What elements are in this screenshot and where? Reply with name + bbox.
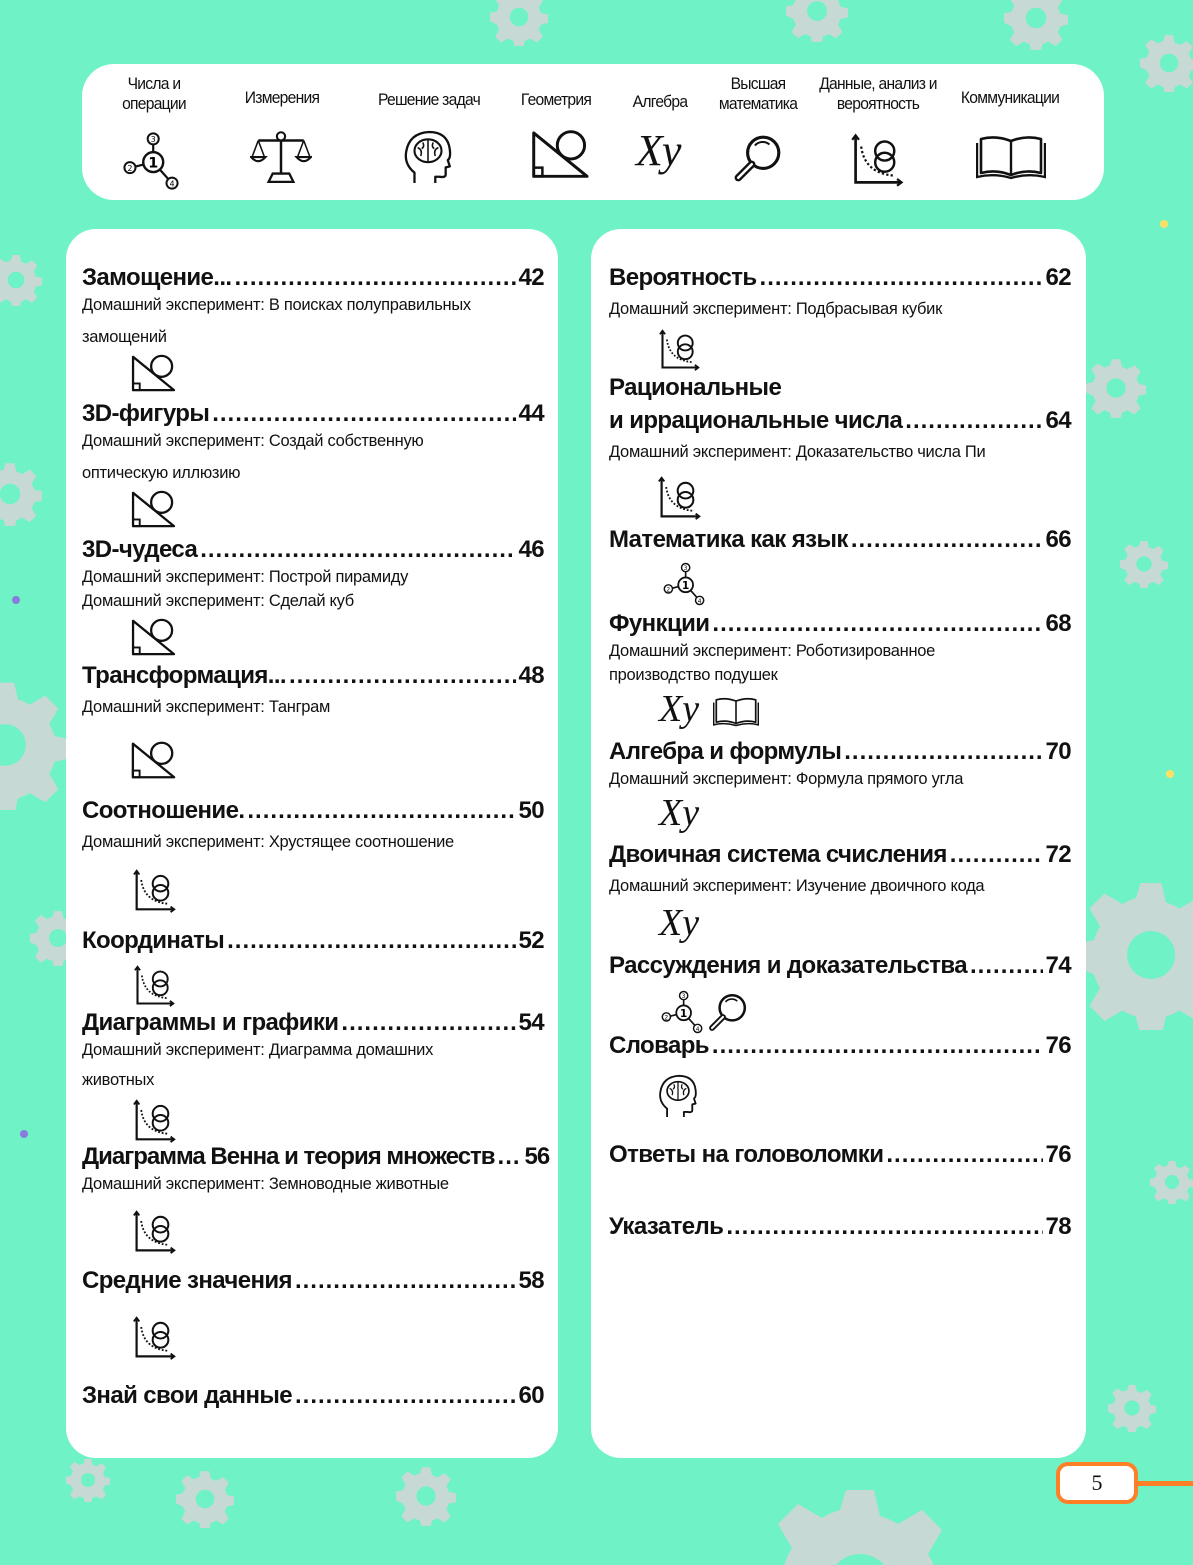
entry-title: Алгебра и формулы: [609, 738, 842, 765]
entry-title: Координаты: [82, 927, 225, 954]
entry-page: 44: [518, 400, 544, 427]
entry-subtitle: Домашний эксперимент: Хрустящее соотношение: [82, 832, 454, 851]
toc-entry[interactable]: [609, 371, 1071, 463]
toc-entry[interactable]: [609, 608, 1071, 686]
gear-decoration-icon: [1140, 34, 1193, 92]
entry-subtitle: Домашний эксперимент: Земноводные животные: [82, 1174, 449, 1193]
category-communications: [946, 74, 1074, 108]
gear-decoration-icon: [1150, 1160, 1193, 1204]
entry-page: 42: [518, 264, 544, 291]
category-geometry: [506, 74, 606, 110]
entry-title: Ответы на головоломки: [609, 1141, 884, 1168]
entry-title: Рассуждения и доказательства: [609, 952, 968, 979]
category-algebra: [620, 74, 700, 175]
entry-page: 62: [1045, 264, 1071, 291]
toc-entry[interactable]: [82, 1007, 544, 1091]
triangle-circle-icon: [130, 739, 178, 781]
entry-page: 54: [518, 1009, 544, 1036]
entry-title: Функции: [609, 610, 710, 637]
toc-entry[interactable]: [82, 398, 544, 484]
xy-icon: Xy: [659, 688, 700, 730]
gear-decoration-icon: [0, 254, 42, 306]
numbers-nodes-icon: [659, 989, 705, 1035]
decoration-dot: [1166, 770, 1174, 778]
toc-entry[interactable]: [609, 524, 1071, 556]
category-label: Коммуникации: [960, 88, 1060, 107]
category-label: Высшая математика: [718, 74, 798, 113]
entry-title: Диаграммы и графики: [82, 1009, 339, 1036]
entry-title: Словарь: [609, 1032, 709, 1059]
category-measurements: [222, 74, 342, 108]
category-label: Решение задач: [377, 90, 481, 109]
entry-page: 66: [1045, 526, 1071, 553]
toc-entry[interactable]: [82, 660, 544, 718]
entry-title: Указатель: [609, 1213, 724, 1240]
category-label: Числа и операции: [122, 74, 186, 113]
entry-page: 74: [1045, 952, 1071, 979]
toc-entry[interactable]: [609, 1211, 1071, 1243]
entry-page: 78: [1045, 1213, 1071, 1240]
brain-head-icon: [402, 128, 454, 186]
category-numbers: [106, 74, 202, 114]
triangle-circle-icon: [130, 353, 178, 393]
decoration-dot: [12, 596, 20, 604]
entry-subtitle: Домашний эксперимент: Создай собственную: [82, 431, 424, 450]
gear-decoration-icon: [1004, 0, 1068, 50]
entry-page: 50: [518, 797, 544, 824]
toc-entry[interactable]: [82, 1380, 544, 1412]
gear-decoration-icon: [1108, 1384, 1156, 1432]
entry-page: 64: [1045, 407, 1071, 434]
entry-title: и иррациональные числа: [609, 407, 903, 434]
toc-entry[interactable]: [609, 1030, 1071, 1062]
triangle-circle-icon: [530, 126, 592, 182]
entry-title: Двоичная система счисления: [609, 841, 947, 868]
entry-subtitle: животных: [82, 1070, 155, 1089]
toc-entry[interactable]: [82, 262, 544, 348]
entry-page: 68: [1045, 610, 1071, 637]
gear-decoration-icon: [1076, 880, 1193, 1030]
entry-subtitle: оптическую иллюзию: [82, 463, 241, 482]
entry-page: 76: [1045, 1141, 1071, 1168]
scales-icon: [250, 128, 312, 184]
entry-page: 70: [1045, 738, 1071, 765]
entry-subtitle: Домашний эксперимент: Роботизированное: [609, 641, 936, 660]
entry-page: 48: [518, 662, 544, 689]
entry-title-line: Рациональные: [609, 374, 782, 401]
toc-entry[interactable]: [609, 736, 1071, 790]
graph-venn-icon: [132, 1315, 178, 1361]
entry-title: Трансформация...: [82, 662, 286, 689]
entry-page: 72: [1045, 841, 1071, 868]
magnifier-icon: [707, 991, 749, 1033]
gear-decoration-icon: [1120, 540, 1168, 588]
toc-entry[interactable]: [82, 795, 544, 853]
entry-title: 3D-фигуры: [82, 400, 210, 427]
graph-venn-icon: [657, 475, 703, 521]
gear-decoration-icon: [396, 1466, 456, 1526]
decoration-dot: [20, 1130, 28, 1138]
numbers-nodes-icon: [120, 130, 182, 192]
category-data-probability: [808, 74, 948, 114]
entry-page: 60: [518, 1382, 544, 1409]
toc-entry[interactable]: [609, 1139, 1071, 1171]
numbers-nodes-icon: [661, 561, 707, 607]
category-legend: [82, 64, 1104, 200]
entry-page: 46: [518, 536, 544, 563]
category-label: Данные, анализ и вероятность: [819, 74, 937, 113]
entry-page: 56: [524, 1143, 550, 1170]
category-label: Геометрия: [520, 90, 592, 109]
gear-decoration-icon: [760, 1486, 960, 1565]
entry-page: 52: [518, 927, 544, 954]
triangle-circle-icon: [130, 617, 178, 657]
entry-subtitle: Домашний эксперимент: Сделай куб: [82, 591, 354, 610]
toc-entry[interactable]: [609, 839, 1071, 897]
entry-subtitle: Домашний эксперимент: Диаграмма домашних: [82, 1040, 434, 1059]
graph-venn-icon: [132, 965, 178, 1007]
category-higher-math: [706, 74, 810, 114]
entry-title: Соотношение.: [82, 797, 245, 824]
toc-entry[interactable]: [82, 1141, 548, 1195]
entry-title: Вероятность: [609, 264, 757, 291]
entry-title: Диаграмма Венна и теория множеств: [82, 1143, 495, 1170]
toc-entry[interactable]: [82, 534, 544, 612]
entry-subtitle: Домашний эксперимент: Изучение двоичного кода: [609, 876, 985, 895]
entry-page: 58: [518, 1267, 544, 1294]
entry-subtitle: Домашний эксперимент: Подбрасывая кубик: [609, 299, 943, 318]
open-book-icon: [713, 695, 759, 727]
entry-subtitle: Домашний эксперимент: В поисках полуправильных: [82, 295, 471, 314]
toc-entry[interactable]: [609, 262, 1071, 320]
entry-title: Математика как язык: [609, 526, 848, 553]
brain-head-icon: [657, 1073, 699, 1119]
graph-venn-icon: [132, 1209, 178, 1255]
gear-decoration-icon: [0, 680, 70, 810]
entry-subtitle: производство подушек: [609, 665, 778, 684]
entry-subtitle: Домашний эксперимент: Построй пирамиду: [82, 567, 409, 586]
magnifier-icon: [732, 132, 784, 184]
graph-venn-icon: [132, 869, 178, 913]
graph-venn-icon: [850, 132, 906, 188]
gear-decoration-icon: [1086, 358, 1146, 418]
category-label: Измерения: [244, 88, 320, 107]
toc-panel-right: [591, 229, 1086, 1458]
entry-title: 3D-чудеса: [82, 536, 198, 563]
page-number: 5: [1056, 1462, 1138, 1504]
toc-entry[interactable]: [82, 1265, 544, 1297]
xy-icon: Xy: [636, 126, 681, 175]
category-label: Алгебра: [632, 92, 688, 111]
gear-decoration-icon: [786, 0, 848, 42]
entry-title: Знай свои данные: [82, 1382, 292, 1409]
entry-subtitle: замощений: [82, 327, 167, 346]
gear-decoration-icon: [66, 1458, 110, 1502]
entry-subtitle: Домашний эксперимент: Формула прямого угла: [609, 769, 964, 788]
entry-title: Замощение...: [82, 264, 232, 291]
toc-entry[interactable]: [82, 925, 544, 957]
graph-venn-icon: [132, 1099, 178, 1143]
gear-decoration-icon: [176, 1470, 234, 1528]
entry-subtitle: Домашний эксперимент: Танграм: [82, 697, 331, 716]
toc-panel-left: [66, 229, 558, 1458]
toc-entry[interactable]: [609, 950, 1071, 982]
gear-decoration-icon: [0, 462, 42, 526]
triangle-circle-icon: [130, 489, 178, 529]
xy-icon: Xy: [659, 792, 700, 834]
category-problem-solving: [366, 74, 492, 110]
graph-venn-icon: [657, 329, 703, 371]
entry-title: Средние значения: [82, 1267, 292, 1294]
page-number-line: [1138, 1481, 1193, 1486]
entry-page: 76: [1045, 1032, 1071, 1059]
gear-decoration-icon: [490, 0, 548, 46]
entry-subtitle: Домашний эксперимент: Доказательство числа Пи: [609, 442, 986, 461]
xy-icon: Xy: [659, 902, 700, 944]
decoration-dot: [1160, 220, 1168, 228]
open-book-icon: [976, 132, 1046, 180]
